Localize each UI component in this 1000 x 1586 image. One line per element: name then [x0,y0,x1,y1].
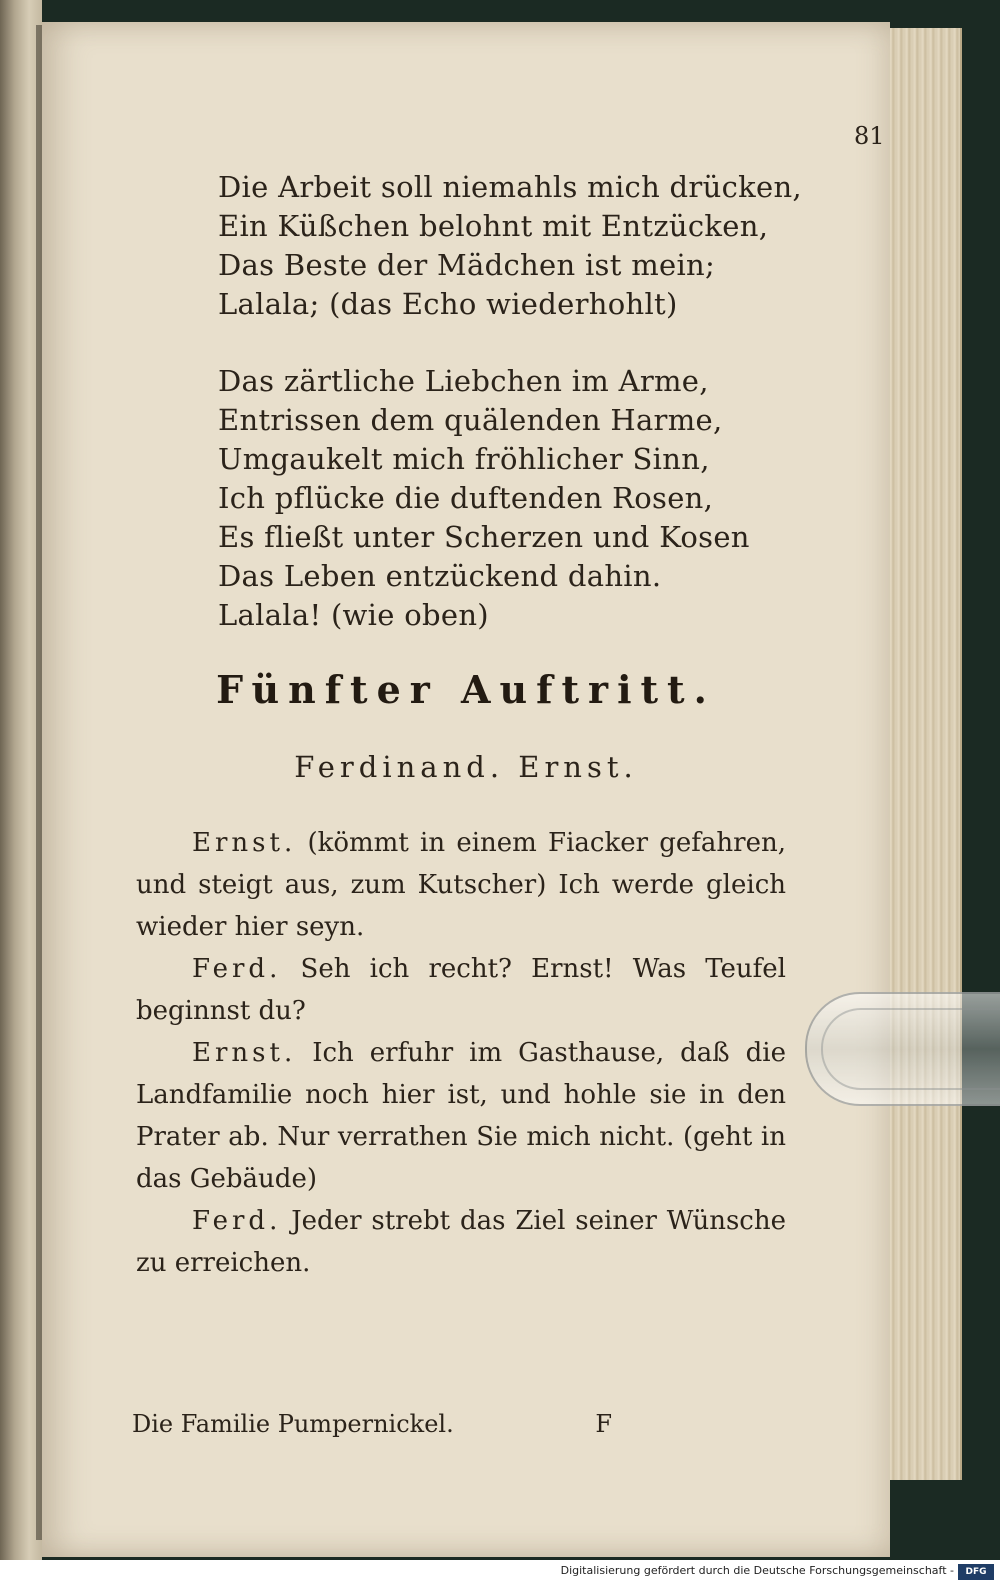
book-page [42,22,890,1557]
page-clip-icon [805,992,1000,1106]
page-stack-edge [888,28,962,1480]
dialogue-paragraph [136,1200,786,1284]
verse-line: Die Arbeit soll niemahls mich drücken, [218,170,802,204]
speaker-name: Ernst. [192,828,297,858]
running-footer-title: Die Familie Pumpernickel. [132,1410,454,1438]
dialogue-text: Jeder strebt das Ziel seiner Wünsche zu erreichen. [136,1206,786,1278]
speaker-name: Ernst. [192,1038,297,1068]
dialogue-paragraph [136,822,786,948]
dialogue-paragraph [136,1032,786,1200]
verse-line: Umgaukelt mich fröhlicher Sinn, [218,442,710,476]
speaker-name: Ferd. [192,1206,282,1236]
verse-line: Entrissen dem quälenden Harme, [218,403,723,437]
verse-line: Das Leben entzückend dahin. [218,559,662,593]
verse-line: Es fließt unter Scherzen und Kosen [218,520,750,554]
clip-inner-loop [821,1008,1000,1090]
verse-line: Das Beste der Mädchen ist mein; [218,248,716,282]
dfg-logo-icon: DFG [958,1564,994,1580]
scene-persons: Ferdinand. Ernst. [294,750,638,784]
verse-stanza-2 [218,362,750,635]
signature-mark: F [595,1410,612,1438]
page-number: 81 [854,122,885,150]
dialogue-text: Ich erfuhr im Gasthause, daß die Landfamilie noch hier ist, und hohle sie in den Prater ab. Nur verrathen Sie mich nicht. (geht in das Gebäude) [136,1038,786,1194]
verse-line: Lalala; (das Echo wiederhohlt) [218,287,678,321]
dialogue-paragraph [136,948,786,1032]
verse-line: Ich pflücke die duftenden Rosen, [218,481,714,515]
verse-line: Das zärtliche Liebchen im Arme, [218,364,709,398]
dialogue-text: (kömmt in einem Fiacker gefahren, und steigt aus, zum Kutscher) Ich werde gleich wieder hier seyn. [136,828,786,942]
dialogue-text: Seh ich recht? Ernst! Was Teufel beginnst du? [136,954,786,1026]
page-footer [132,1410,612,1438]
speaker-name: Ferd. [192,954,282,984]
dialogue-block [136,822,786,1284]
verse-stanza-1 [218,168,802,324]
verse-line: Lalala! (wie oben) [218,598,489,632]
digitization-credit: Digitalisierung gefördert durch die Deutsche Forschungsgemeinschaft - [560,1564,954,1577]
verse-line: Ein Küßchen belohnt mit Entzücken, [218,209,769,243]
scene-heading: Fünfter Auftritt. [216,667,716,712]
